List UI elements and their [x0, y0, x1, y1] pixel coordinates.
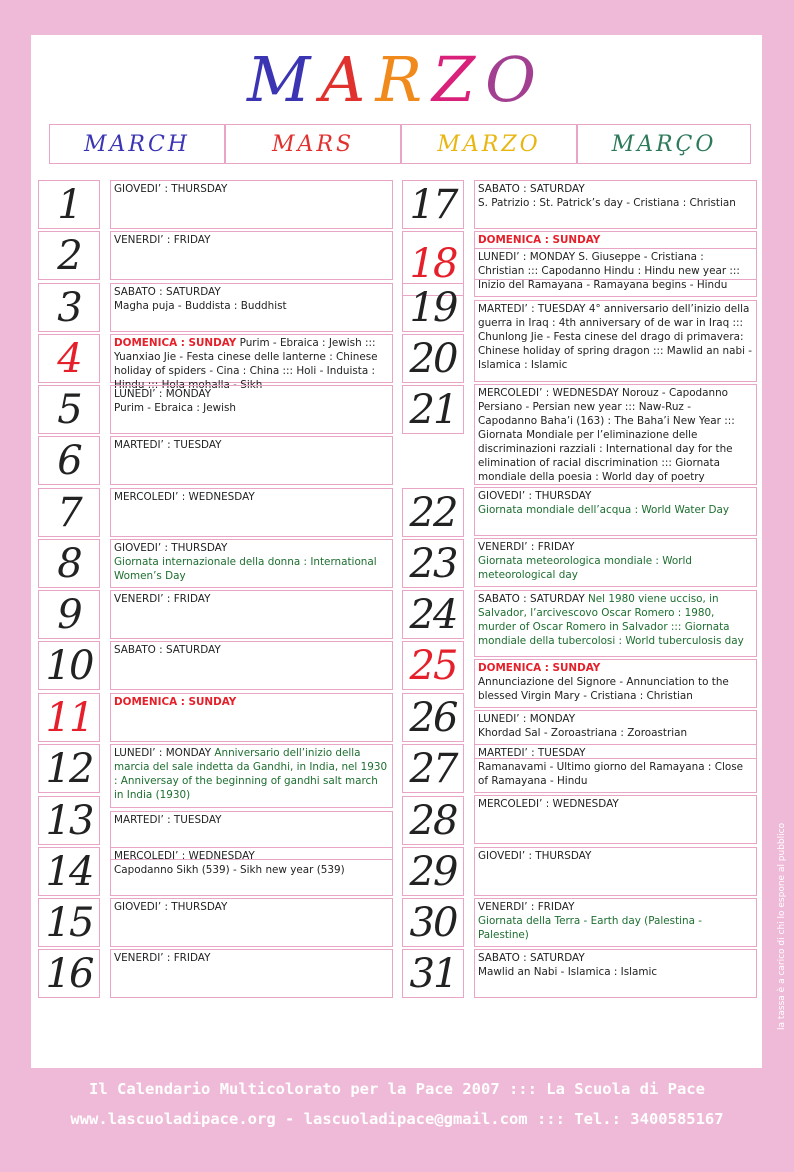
day-events-box: [110, 231, 393, 280]
day-events-box: [110, 590, 393, 639]
day-events-box: [110, 847, 393, 896]
day-number: 17: [402, 180, 464, 229]
weekday-label: SABATO : SATURDAY: [114, 286, 221, 298]
weekday-label: LUNEDI’ : MONDAY: [478, 713, 576, 725]
day-number: 26: [402, 693, 464, 742]
weekday-label: LUNEDI’ : MONDAY: [478, 251, 576, 263]
weekday-label: MARTEDI’ : TUESDAY: [478, 303, 586, 315]
weekday-label: VENERDI’ : FRIDAY: [478, 901, 575, 913]
day-number: 15: [38, 898, 100, 947]
day-events-box: [474, 795, 757, 844]
weekday-label: DOMENICA : SUNDAY: [478, 234, 601, 246]
event-note: Capodanno Sikh (539) - Sikh new year (539): [114, 864, 345, 876]
weekday-label: SABATO : SATURDAY: [478, 593, 585, 605]
day-number: 7: [38, 488, 100, 537]
weekday-label: GIOVEDI’ : THURSDAY: [114, 183, 228, 195]
day-number: 9: [38, 590, 100, 639]
day-events-box: [110, 539, 393, 588]
day-events-box: [110, 436, 393, 485]
day-number: 21: [402, 385, 464, 434]
day-events-box: [474, 744, 757, 793]
day-number: 16: [38, 949, 100, 998]
title-letter: Z: [432, 43, 486, 116]
title-letter: R: [375, 43, 432, 116]
weekday-label: SABATO : SATURDAY: [478, 183, 585, 195]
day-number: 14: [38, 847, 100, 896]
day-number: 8: [38, 539, 100, 588]
weekday-label: VENERDI’ : FRIDAY: [114, 952, 211, 964]
day-number: 1: [38, 180, 100, 229]
day-events-box: [110, 898, 393, 947]
day-number: 28: [402, 796, 464, 845]
day-number: 6: [38, 436, 100, 485]
weekday-label: GIOVEDI’ : THURSDAY: [478, 850, 592, 862]
weekday-label: MARTEDI’ : TUESDAY: [114, 814, 222, 826]
day-number: 25: [402, 641, 464, 690]
weekday-label: SABATO : SATURDAY: [478, 952, 585, 964]
day-number: 20: [402, 334, 464, 383]
weekday-label: LUNEDI’ : MONDAY: [114, 388, 212, 400]
event-note: Nel 1980 viene ucciso, in Salvador, l’arcivescovo Oscar Romero : 1980, murder of Oscar Romero in Salvador ::: Giornata mondiale della tubercolosi : World tuberculosis day: [478, 593, 744, 647]
event-note: Giornata internazionale della donna : International Women’s Day: [114, 556, 377, 582]
event-note: Annunciazione del Signore - Annunciation to the blessed Virgin Mary - Cristiana : Christian: [478, 676, 729, 702]
weekday-label: GIOVEDI’ : THURSDAY: [114, 901, 228, 913]
weekday-label: GIOVEDI’ : THURSDAY: [478, 490, 592, 502]
day-number: 3: [38, 283, 100, 332]
day-number: 12: [38, 744, 100, 793]
day-events-box: [110, 641, 393, 690]
event-note: Mawlid an Nabi - Islamica : Islamic: [478, 966, 658, 978]
day-events-box: [474, 384, 757, 485]
day-events-box: [474, 538, 757, 587]
event-note: Norouz - Capodanno Persiano - Persian new year ::: Naw-Ruz - Capodanno Baha’i (163) : The Baha’i New Year ::: Giornata Mondiale per l’eliminazione delle discriminazioni razziali : International day for the elimination of racial discrimination ::: Giornata mondiale della poesia : World day of poetry: [478, 387, 735, 483]
weekday-label: MARTEDI’ : TUESDAY: [478, 747, 586, 759]
day-events-box: [110, 488, 393, 537]
weekday-label: GIOVEDI’ : THURSDAY: [114, 542, 228, 554]
translation-portuguese: MARÇO: [577, 124, 751, 164]
event-note: Giornata meteorologica mondiale : World meteorological day: [478, 555, 693, 581]
day-events-box: [474, 300, 757, 382]
day-number: 30: [402, 898, 464, 947]
day-number: 2: [38, 231, 100, 280]
weekday-label: SABATO : SATURDAY: [114, 644, 221, 656]
day-events-box: [474, 659, 757, 708]
title-letter: A: [320, 43, 376, 116]
day-number: 4: [38, 334, 100, 383]
day-number: 18: [402, 231, 464, 296]
footer: [0, 1078, 794, 1130]
weekday-label: VENERDI’ : FRIDAY: [478, 541, 575, 553]
title-letter: M: [247, 43, 321, 116]
day-events-box: [110, 180, 393, 229]
title-letter: O: [485, 43, 546, 116]
day-events-box: [474, 847, 757, 896]
day-number: 24: [402, 590, 464, 639]
day-events-box: [474, 898, 757, 947]
translation-italian: MARZO: [401, 124, 577, 164]
weekday-label: MERCOLEDI’ : WEDNESDAY: [114, 491, 255, 503]
month-title: [31, 45, 762, 115]
event-note: Khordad Sal - Zoroastriana : Zoroastrian: [478, 727, 688, 739]
day-events-box: [474, 248, 757, 297]
weekday-label: LUNEDI’ : MONDAY: [114, 747, 212, 759]
day-number: 10: [38, 641, 100, 690]
day-number: 31: [402, 949, 464, 998]
weekday-label: DOMENICA : SUNDAY: [114, 696, 237, 708]
day-events-box: [474, 590, 757, 657]
weekday-label: MARTEDI’ : TUESDAY: [114, 439, 222, 451]
event-note: Giornata mondiale dell’acqua : World Water Day: [478, 504, 729, 516]
event-note: Purim - Ebraica : Jewish ::: Yuanxiao Jie - Festa cinese delle lanterne : Chinese holiday of spiders - Cina : China ::: Holi - Induista : Hindu ::: Hola mohalla - Sikh: [114, 337, 378, 391]
day-events-box: [110, 283, 393, 332]
day-number: 13: [38, 796, 100, 845]
event-note: Giornata della Terra - Earth day (Palestina - Palestine): [478, 915, 703, 941]
weekday-label: VENERDI’ : FRIDAY: [114, 593, 211, 605]
day-events-box: [110, 385, 393, 434]
footer-line-2: www.lascuoladipace.org - lascuoladipace@gmail.com ::: Tel.: 3400585167: [70, 1110, 724, 1128]
weekday-label: VENERDI’ : FRIDAY: [114, 234, 211, 246]
weekday-label: DOMENICA : SUNDAY: [478, 662, 601, 674]
event-note: Anniversario dell’inizio della marcia del sale indetta da Gandhi, in India, nel 1930 : Anniversay of the beginning of gandhi salt march in India (1930): [114, 747, 388, 801]
event-note: S. Patrizio : St. Patrick’s day - Cristiana : Christian: [478, 197, 736, 209]
day-number: 5: [38, 385, 100, 434]
event-note: S. Giuseppe - Cristiana : Christian ::: Capodanno Hindu : Hindu new year ::: Inizio del Ramayana - Ramayana begins - Hindu: [478, 251, 740, 291]
translation-english: MARCH: [49, 124, 225, 164]
day-events-box: [474, 949, 757, 998]
translation-french: MARS: [225, 124, 401, 164]
day-number: 22: [402, 488, 464, 537]
day-number: 29: [402, 847, 464, 896]
side-note: la tassa è a carico di chi lo espone al pubblico: [777, 822, 787, 1030]
day-events-box: [110, 334, 393, 391]
day-number: 23: [402, 539, 464, 588]
calendar-page: [31, 35, 762, 1068]
day-number: 11: [38, 693, 100, 742]
footer-line-1: Il Calendario Multicolorato per la Pace 2007 ::: La Scuola di Pace: [89, 1080, 705, 1098]
day-events-box: [474, 180, 757, 229]
weekday-label: MERCOLEDI’ : WEDNESDAY: [478, 798, 619, 810]
event-note: Magha puja - Buddista : Buddhist: [114, 300, 287, 312]
weekday-label: MERCOLEDI’ : WEDNESDAY: [478, 387, 619, 399]
day-number: 27: [402, 744, 464, 793]
day-events-box: [474, 487, 757, 536]
weekday-label: MERCOLEDI’ : WEDNESDAY: [114, 850, 255, 862]
event-note: 4° anniversario dell’inizio della guerra in Iraq : 4th anniversary of de war in Iraq ::: Chunlong Jie - Festa cinese del drago di primavera: Chinese holiday of spring dragon ::: Mawlid an nabi - Islamica : Islamic: [478, 303, 753, 371]
day-events-box: [110, 949, 393, 998]
day-number: 19: [402, 283, 464, 332]
event-note: Purim - Ebraica : Jewish: [114, 402, 237, 414]
day-events-box: [110, 693, 393, 742]
event-note: Ramanavami - Ultimo giorno del Ramayana : Close of Ramayana - Hindu: [478, 761, 743, 787]
day-events-box: [110, 744, 393, 808]
weekday-label: DOMENICA : SUNDAY: [114, 337, 237, 349]
